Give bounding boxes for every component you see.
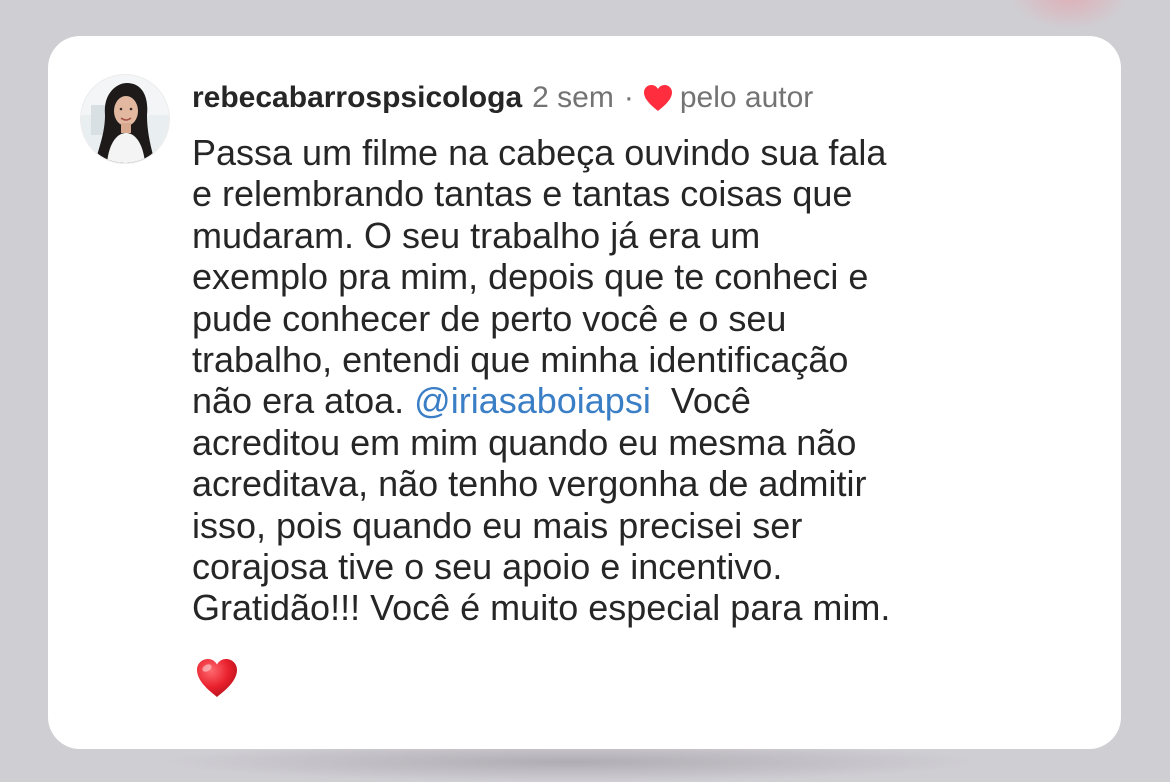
- red-heart-emoji-icon: [195, 657, 239, 699]
- comment-line: corajosa tive o seu apoio e incentivo.: [192, 546, 783, 588]
- profile-photo-icon: [81, 75, 169, 163]
- comment-text-segment: Você: [650, 380, 751, 422]
- comment-line: mudaram. O seu trabalho já era um: [192, 214, 761, 256]
- comment-line: Passa um filme na cabeça ouvindo sua fala: [192, 132, 887, 173]
- comment-line: Gratidão!!! Você é muito especial para mim.: [192, 587, 891, 629]
- mention-link[interactable]: @iriasaboiapsi: [414, 380, 651, 422]
- comment-card: [48, 36, 1121, 749]
- username-link[interactable]: rebecabarrospsicologa: [192, 81, 523, 114]
- comment-line: acreditava, não tenho vergonha de admitir: [192, 463, 867, 505]
- comment-line: acreditou em mim quando eu mesma não: [192, 421, 857, 463]
- comment-text: [192, 132, 992, 629]
- background-glow: [1010, 0, 1130, 30]
- comment-line: pude conhecer de perto você e o seu: [192, 297, 787, 339]
- heart-icon: [642, 83, 674, 113]
- avatar[interactable]: [81, 75, 169, 163]
- comment-line: e relembrando tantas e tantas coisas que: [192, 173, 853, 215]
- liked-by-author-label: pelo autor: [679, 81, 814, 114]
- separator-dot: ·: [623, 81, 634, 114]
- comment-line: trabalho, entendi que minha identificação: [192, 339, 849, 381]
- comment-line: isso, pois quando eu mais precisei ser: [192, 504, 803, 546]
- comment-text-segment: não era atoa.: [192, 380, 415, 422]
- comment-time: 2 sem: [532, 81, 614, 114]
- comment-line-with-mention: [192, 380, 992, 421]
- comment-header: [192, 78, 813, 118]
- comment-line: exemplo pra mim, depois que te conheci e: [192, 256, 869, 298]
